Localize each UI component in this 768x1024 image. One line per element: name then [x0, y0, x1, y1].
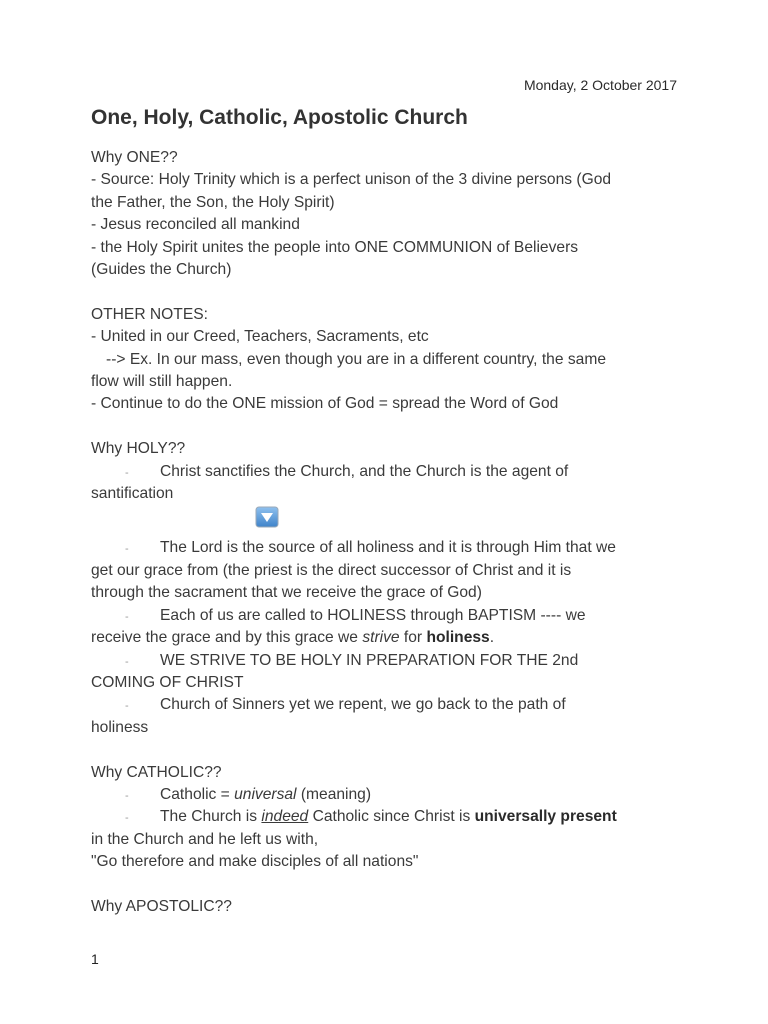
bullet-dash: -: [125, 655, 129, 668]
section-heading-apostolic: Why APOSTOLIC??: [91, 897, 232, 915]
text-line: - the Holy Spirit unites the people into ONE COMMUNION of Believers: [91, 238, 579, 256]
document-title: One, Holy, Catholic, Apostolic Church: [91, 106, 468, 129]
bullet-dash: -: [125, 700, 129, 713]
text-run: Catholic =: [160, 785, 235, 803]
list-item-text: Church of Sinners yet we repent, we go back to the path of: [160, 696, 566, 714]
text-line: [91, 627, 691, 649]
bold-text: holiness: [426, 629, 490, 647]
list-item: [91, 784, 691, 806]
page-number: 1: [91, 951, 99, 967]
text-run: receive the grace and by this grace we: [91, 629, 363, 647]
text-line: - Jesus reconciled all mankind: [91, 216, 300, 234]
text-line: COMING OF CHRIST: [91, 673, 244, 691]
text-run: for: [399, 629, 427, 647]
text-line: get our grace from (the priest is the direct successor of Christ and it is: [91, 561, 572, 579]
section-heading-other-notes: OTHER NOTES:: [91, 305, 208, 323]
document-date: Monday, 2 October 2017: [523, 77, 677, 93]
text-line: the Father, the Son, the Holy Spirit): [91, 193, 335, 211]
text-line: in the Church and he left us with,: [91, 830, 319, 848]
emphasis-text: universal: [234, 785, 297, 803]
list-item-text: Christ sanctifies the Church, and the Church is the agent of: [160, 462, 569, 480]
text-line: santification: [91, 485, 174, 503]
bullet-dash: -: [125, 466, 129, 479]
text-line: through the sacrament that we receive the grace of God): [91, 584, 482, 602]
list-item: [91, 650, 691, 672]
bullet-dash: -: [125, 789, 129, 802]
spacer: [91, 739, 691, 761]
text-line: --> Ex. In our mass, even though you are in a different country, the same: [106, 350, 606, 368]
list-item: [91, 694, 691, 716]
emphasis-underline-text: indeed: [261, 808, 309, 826]
down-arrow-button-icon: [255, 506, 279, 528]
spacer: [91, 281, 691, 303]
text-line: (Guides the Church): [91, 261, 232, 279]
bold-text: universally present: [474, 808, 617, 826]
text-run: Catholic since Christ is: [308, 808, 475, 826]
text-line: flow will still happen.: [91, 373, 233, 391]
text-line: - United in our Creed, Teachers, Sacraments, etc: [91, 328, 429, 346]
list-item-text: The Lord is the source of all holiness and it is through Him that we: [160, 539, 616, 557]
quote-line: "Go therefore and make disciples of all nations": [91, 853, 419, 871]
list-item: [91, 806, 691, 828]
text-run: .: [489, 629, 495, 647]
section-heading-holy: Why HOLY??: [91, 440, 186, 458]
text-line: - Continue to do the ONE mission of God = spread the Word of God: [91, 395, 559, 413]
text-run: (meaning): [296, 785, 372, 803]
spacer: [91, 416, 691, 438]
list-item: [91, 537, 691, 559]
bullet-dash: -: [125, 812, 129, 825]
bullet-dash: -: [125, 610, 129, 623]
emphasis-text: strive: [362, 629, 400, 647]
text-run: The Church is: [160, 808, 262, 826]
document-body: [91, 147, 691, 918]
section-heading-catholic: Why CATHOLIC??: [91, 763, 222, 781]
text-line: holiness: [91, 718, 149, 736]
list-item: [91, 461, 691, 483]
spacer: [91, 874, 691, 896]
list-item-text: Each of us are called to HOLINESS through BAPTISM ---- we: [160, 606, 586, 624]
bullet-dash: -: [125, 543, 129, 556]
list-item: [91, 605, 691, 627]
section-heading-one: Why ONE??: [91, 149, 178, 166]
list-item-text: WE STRIVE TO BE HOLY IN PREPARATION FOR THE 2nd: [160, 651, 579, 669]
text-line: - Source: Holy Trinity which is a perfect unison of the 3 divine persons (God: [91, 171, 612, 189]
